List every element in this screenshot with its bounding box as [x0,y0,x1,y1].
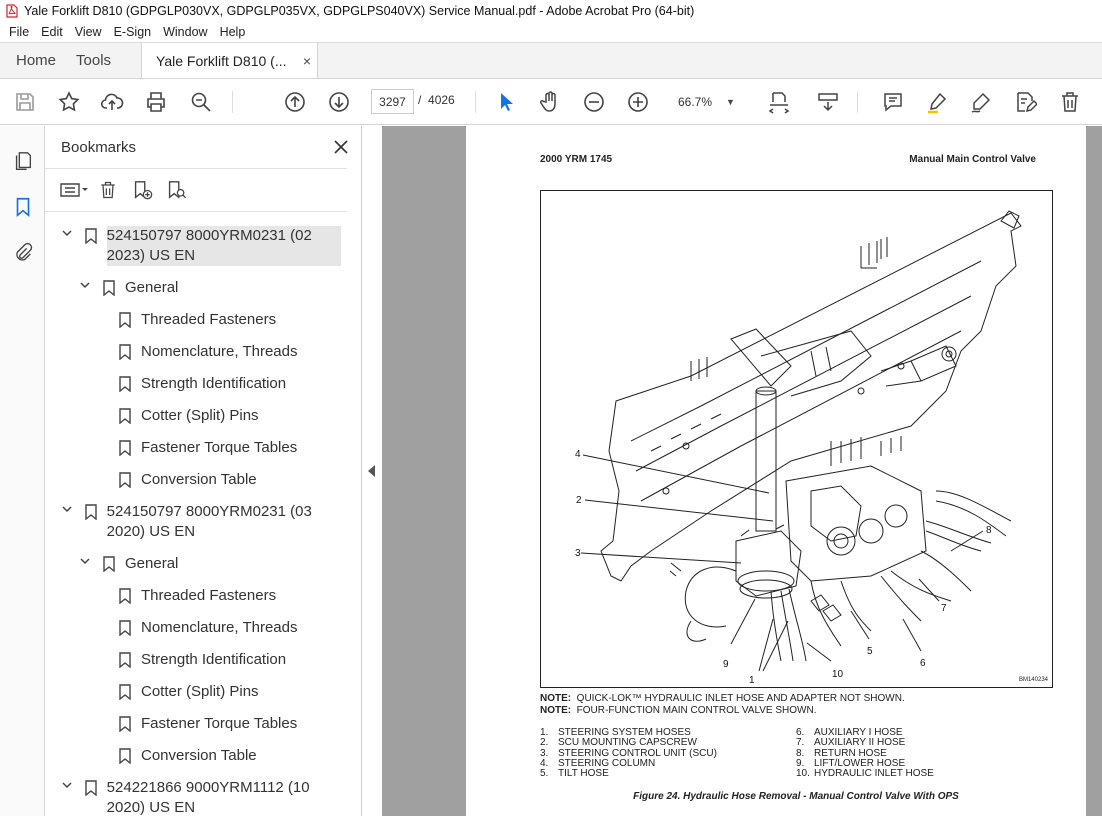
panel-collapse-handle[interactable] [362,126,382,816]
window-title: Yale Forklift D810 (GDPGLP030VX, GDPGLP035VX, GDPGLPS040VX) Service Manual.pdf - Adobe Acrobat Pro (64-bit) [24,4,695,18]
legend-item: 2. SCU MOUNTING CAPSCREW [540,737,697,749]
menu-edit[interactable]: Edit [41,25,63,39]
paperclip-icon [12,242,34,264]
bookmark-item[interactable] [45,496,341,548]
bookmark-icon [119,472,131,488]
callout-4: 4 [575,449,581,460]
window-title-bar [0,0,1102,22]
legend-item: 10. HYDRAULIC INLET HOSE [796,768,934,780]
new-bookmark-button[interactable] [127,176,157,204]
bookmark-star-button[interactable] [47,79,91,125]
note-2 [540,705,817,716]
menu-esign[interactable]: E-Sign [113,25,152,39]
bookmarks-header [45,126,361,168]
select-tool-button[interactable] [484,79,528,125]
main-toolbar [0,79,1102,125]
bookmark-icon [119,408,131,424]
bookmark-label: General [125,555,179,572]
next-page-button[interactable] [317,79,361,125]
note-1-label: NOTE: [540,693,572,704]
bookmark-item[interactable] [45,612,341,644]
bookmark-label: Strength Identification [141,375,287,392]
bookmark-label: Fastener Torque Tables [141,439,298,456]
tab-close-icon[interactable]: × [302,52,312,69]
pages-panel-button[interactable] [10,148,36,174]
toolbar-separator [475,91,476,113]
search-button[interactable] [179,79,223,125]
bookmarks-title: Bookmarks [61,138,137,156]
note-2-label: NOTE: [540,705,572,716]
bookmark-item[interactable] [45,432,341,464]
bookmark-icon [119,312,131,328]
bookmark-item[interactable] [45,644,341,676]
bookmark-label: 524150797 8000YRM0231 (03 2020) US EN [106,503,312,540]
pdf-page [466,126,1086,816]
bookmark-label: Conversion Table [141,471,257,488]
pen-draw-icon [969,90,993,114]
comment-button[interactable] [871,79,915,125]
printer-icon [144,90,168,114]
delete-bookmark-button[interactable] [93,176,123,204]
bookmark-icon [119,652,131,668]
arrow-up-circle-icon [283,90,307,114]
legend-item: 5. TILT HOSE [540,768,609,780]
chevron-down-icon: ▼ [726,96,735,107]
toolbar-separator [232,91,233,113]
plus-circle-icon [626,90,650,114]
list-options-icon [59,181,89,199]
acrobat-logo-icon [6,4,18,18]
bookmark-icon [119,440,131,456]
toolbar-separator [857,91,858,113]
zoom-out-button[interactable] [572,79,616,125]
callout-3: 3 [575,548,581,559]
bookmark-icon [85,228,97,244]
bookmark-icon [119,716,131,732]
bookmark-label: Nomenclature, Threads [141,619,298,636]
hydraulic-hose-drawing [541,191,1052,687]
legend-right [796,728,934,779]
bookmark-item[interactable] [45,708,341,740]
legend-item: 3. STEERING CONTROL UNIT (SCU) [540,747,717,759]
hand-tool-button[interactable] [528,79,572,125]
trash-icon [1058,90,1082,114]
bookmark-label: 524150797 8000YRM0231 (02 2023) US EN [107,226,341,266]
chevron-down-icon[interactable] [61,778,75,798]
bookmark-label: Fastener Torque Tables [141,715,298,732]
note-1-text: QUICK-LOK™ HYDRAULIC INLET HOSE AND ADAPTER NOT SHOWN. [576,693,905,704]
bookmark-item[interactable] [45,772,341,816]
legend-item: 4. STEERING COLUMN [540,757,656,769]
workspace [0,126,1102,816]
bookmark-icon [103,556,115,572]
page-header-right: Manual Main Control Valve [909,154,1036,165]
bookmark-icon [85,780,97,796]
trash-icon [98,180,118,200]
page-total [418,93,455,107]
callout-8: 8 [986,525,992,536]
document-viewer[interactable] [382,126,1102,816]
callout-6: 6 [920,658,926,669]
upload-button[interactable] [90,79,134,125]
tab-bar [0,43,1102,79]
legend-item: 8. RETURN HOSE [796,747,887,759]
bookmark-options-button[interactable] [59,176,89,204]
menu-bar [0,22,1102,43]
scroll-mode-button[interactable] [806,79,850,125]
tab-home[interactable]: Home [16,52,57,69]
menu-file[interactable]: File [9,25,30,39]
bookmark-item[interactable] [45,368,341,400]
fit-page-icon [767,90,791,114]
chevron-down-icon[interactable] [79,278,93,298]
bookmark-icon [119,684,131,700]
callout-5: 5 [867,646,873,657]
legend-item: 9. LIFT/LOWER HOSE [796,757,906,769]
bookmark-label: Threaded Fasteners [141,311,277,328]
edit-pdf-button[interactable] [1003,79,1047,125]
menu-window[interactable]: Window [163,25,208,39]
arrow-down-circle-icon [327,90,351,114]
callout-2: 2 [576,495,582,506]
zoom-select[interactable] [668,89,744,114]
bookmark-add-icon [131,179,153,201]
bookmark-icon [119,620,131,636]
edit-pdf-icon [1013,90,1037,114]
draw-button[interactable] [959,79,1003,125]
close-icon[interactable] [333,139,349,155]
bookmark-icon [119,344,131,360]
legend-item: 1. STEERING SYSTEM HOSES [540,727,691,738]
bookmark-label: Cotter (Split) Pins [141,407,259,424]
page-number-input[interactable]: 3297 [371,89,414,114]
bookmarks-panel-button[interactable] [10,194,36,220]
callout-10: 10 [832,669,844,680]
bookmark-item[interactable] [45,548,341,580]
attachments-panel-button[interactable] [10,240,36,266]
bookmark-item[interactable] [45,580,341,612]
bookmark-icon [12,196,34,218]
callout-1: 1 [749,675,755,686]
bookmark-item[interactable] [45,220,341,272]
bookmark-icon [103,280,115,296]
bookmark-item[interactable] [45,464,341,496]
pages-icon [12,150,34,172]
figure-id: BM140234 [1018,677,1048,683]
figure-frame [540,190,1053,688]
left-rail [0,126,45,816]
cursor-arrow-icon [494,90,518,114]
tab-tools[interactable]: Tools [76,52,112,69]
minus-circle-icon [582,90,606,114]
bookmark-icon [119,588,131,604]
scroll-mode-icon [816,90,840,114]
previous-page-button[interactable] [273,79,317,125]
save-icon [13,90,37,114]
bookmark-search-icon [165,179,187,201]
chevron-down-icon[interactable] [61,226,75,246]
bookmark-tree [45,220,341,816]
bookmark-item[interactable] [45,400,341,432]
page-header-left: 2000 YRM 1745 [540,154,613,165]
figure-caption: Figure 24. Hydraulic Hose Removal - Manual Control Valve With OPS [633,791,959,802]
bookmark-label: 524221866 9000YRM1112 (10 2020) US EN [106,779,310,816]
bookmark-item[interactable] [45,336,341,368]
bookmark-label: General [125,279,179,296]
hand-icon [538,90,562,114]
page-fit-button[interactable] [757,79,801,125]
bookmark-item[interactable] [45,272,341,304]
bookmark-icon [85,504,97,520]
legend-item: 7. AUXILIARY II HOSE [796,737,906,749]
page-separator: / [418,93,422,107]
note-2-text: FOUR-FUNCTION MAIN CONTROL VALVE SHOWN. [576,705,817,716]
bookmark-label: Cotter (Split) Pins [141,683,259,700]
chevron-down-icon[interactable] [61,502,75,522]
highlighter-icon [925,90,949,114]
bookmark-item[interactable] [45,740,341,772]
callout-9: 9 [723,659,729,670]
bookmarks-toolbar [45,168,347,212]
highlight-button[interactable] [915,79,959,125]
chevron-down-icon[interactable] [79,554,93,574]
bookmark-icon [119,376,131,392]
bookmark-label: Strength Identification [141,651,287,668]
legend-left [540,728,717,779]
bookmarks-panel [45,126,362,816]
print-button[interactable] [134,79,178,125]
star-icon [57,90,81,114]
legend-item: 6. AUXILIARY I HOSE [796,727,903,738]
menu-help[interactable]: Help [219,25,246,39]
tab-document-label: Yale Forklift D810 (... [156,52,287,69]
callout-7: 7 [941,603,947,614]
bookmark-item[interactable] [45,304,341,336]
tab-document[interactable] [141,43,318,78]
menu-view[interactable]: View [74,25,102,39]
bookmark-item[interactable] [45,676,341,708]
bookmark-label: Conversion Table [141,747,257,764]
save-button[interactable] [3,79,47,125]
zoom-value: 66.7% [678,94,713,109]
bookmark-label: Threaded Fasteners [141,587,277,604]
delete-button[interactable] [1048,79,1092,125]
bookmark-label: Nomenclature, Threads [141,343,298,360]
bookmark-icon [119,748,131,764]
page-total-value: 4026 [428,93,455,107]
note-1 [540,693,905,704]
collapse-left-icon [368,465,376,477]
zoom-in-button[interactable] [616,79,660,125]
cloud-upload-icon [100,90,124,114]
find-bookmark-button[interactable] [161,176,191,204]
search-zoom-icon [189,90,213,114]
comment-icon [881,90,905,114]
